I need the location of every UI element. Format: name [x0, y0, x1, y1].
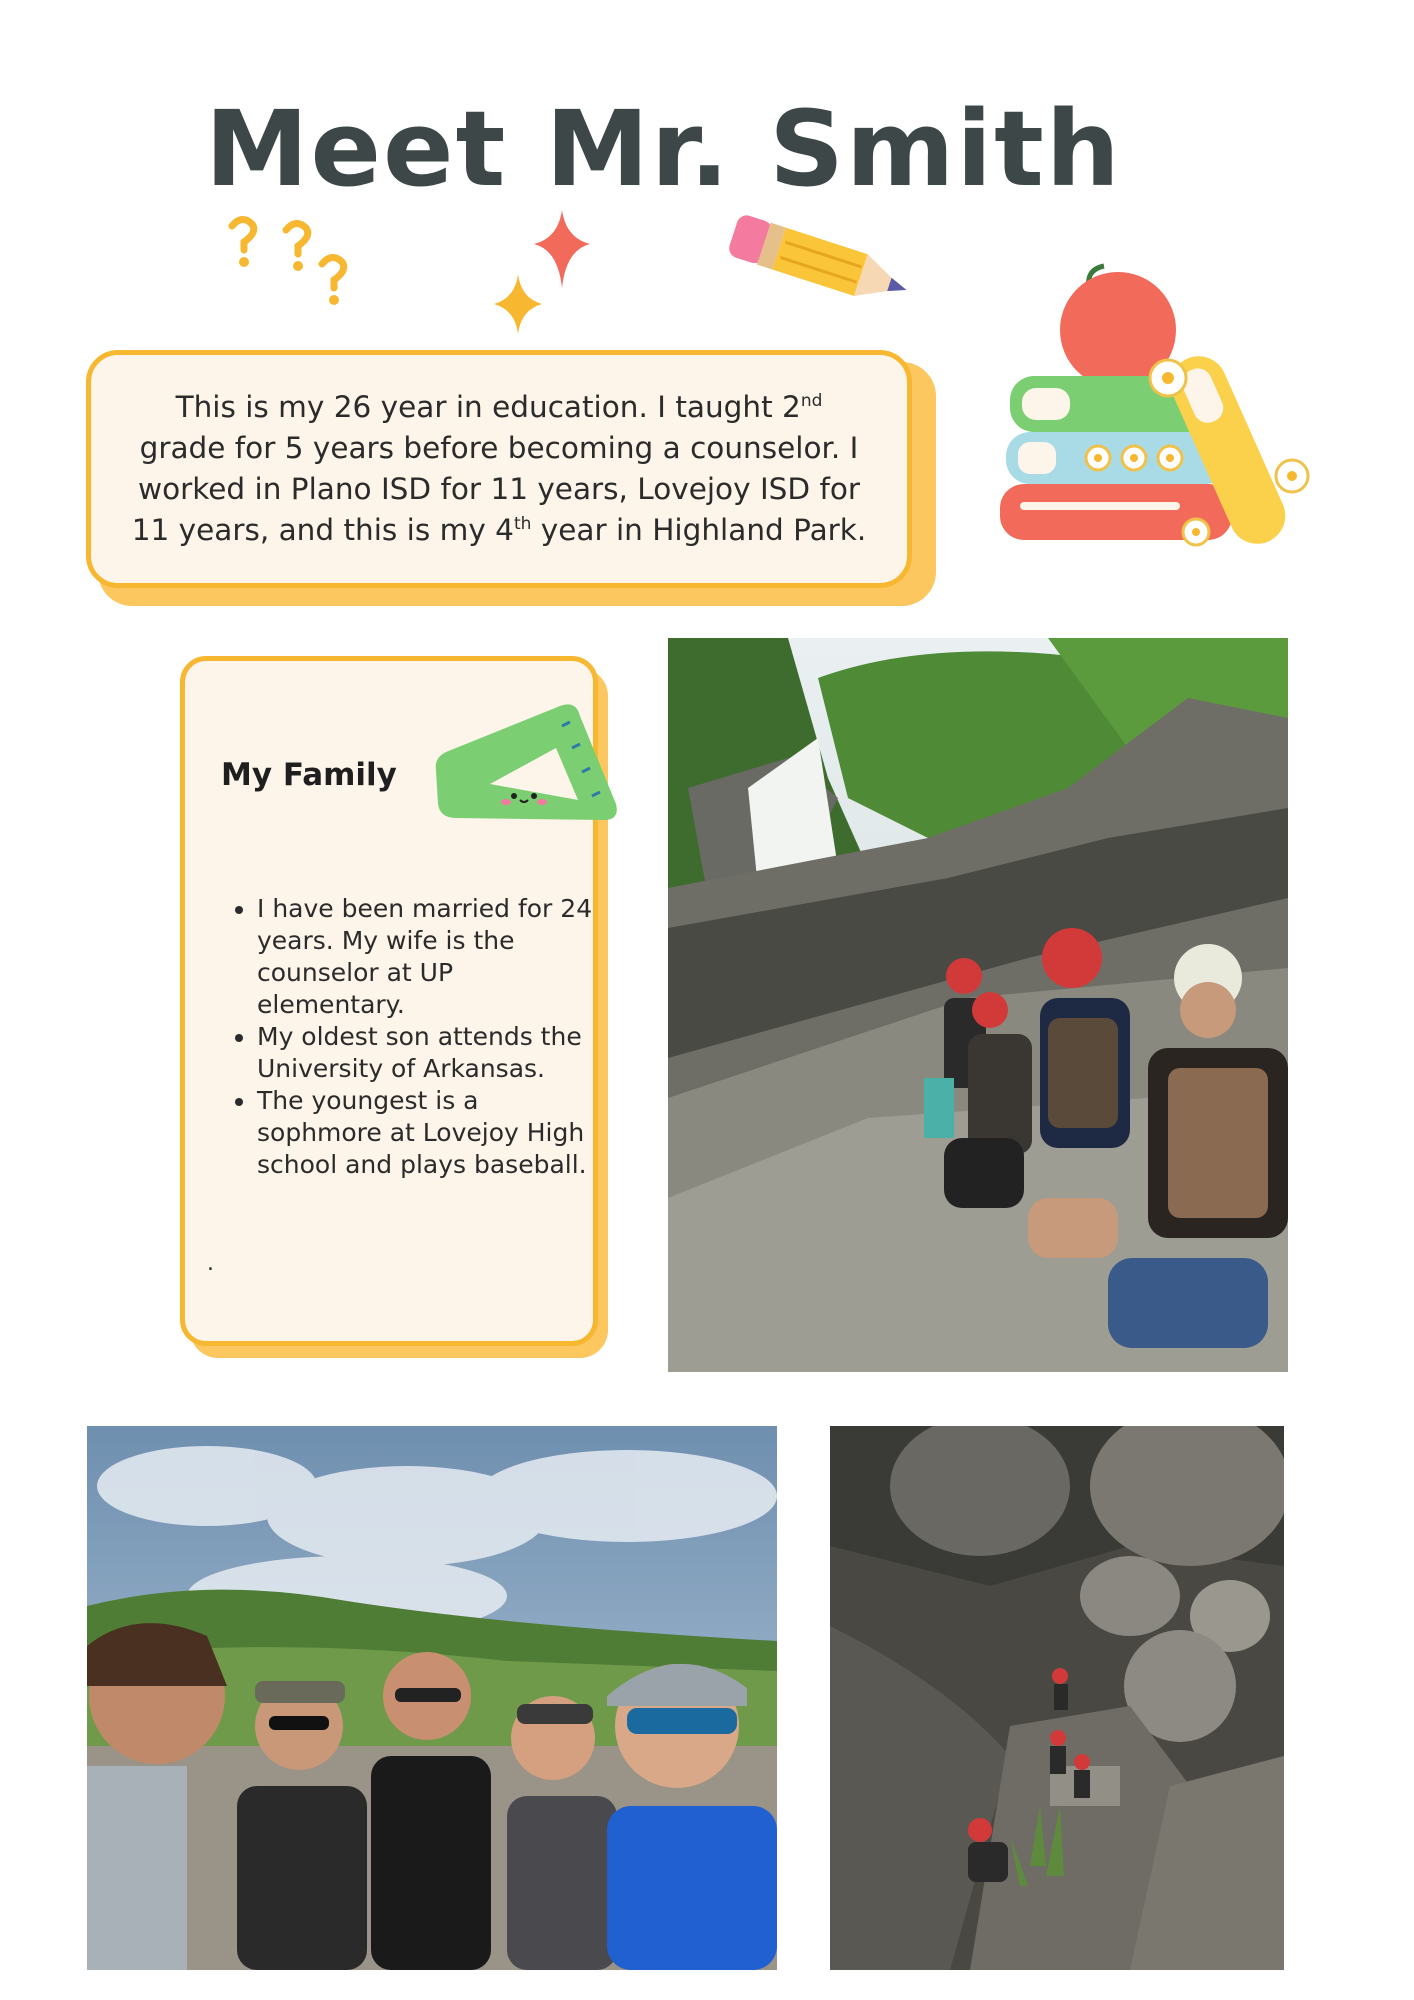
list-item: • The youngest is a sophmore at Lovejoy High school and plays baseball. [257, 1085, 597, 1181]
family-selfie-photo [87, 1426, 777, 1970]
family-heading: My Family [221, 757, 397, 793]
sparkle-icon [490, 208, 600, 338]
page-title: Meet Mr. Smith [205, 88, 1122, 210]
family-waterfall-photo [668, 638, 1288, 1372]
books-apple-icon [1000, 262, 1340, 562]
list-item: • My oldest son attends the University of Arkansas. [257, 1021, 597, 1085]
pencil-icon [720, 210, 920, 320]
intro-text: This is my 26 year in education. I taught 2nd grade for 5 years before becoming a counselor. I worked in Plano ISD for 11 years, Lovejoy ISD for 11 years, and this is my 4th year in Highland Park. [131, 390, 867, 547]
ruler-triangle-icon [430, 700, 620, 830]
family-list [221, 893, 597, 1181]
intro-box [86, 350, 912, 588]
canyon-climbing-photo [830, 1426, 1284, 1970]
trailing-dot: . [207, 1251, 214, 1276]
question-marks-icon [220, 212, 370, 322]
list-item: • I have been married for 24 years. My wife is the counselor at UP elementary. [257, 893, 597, 1021]
